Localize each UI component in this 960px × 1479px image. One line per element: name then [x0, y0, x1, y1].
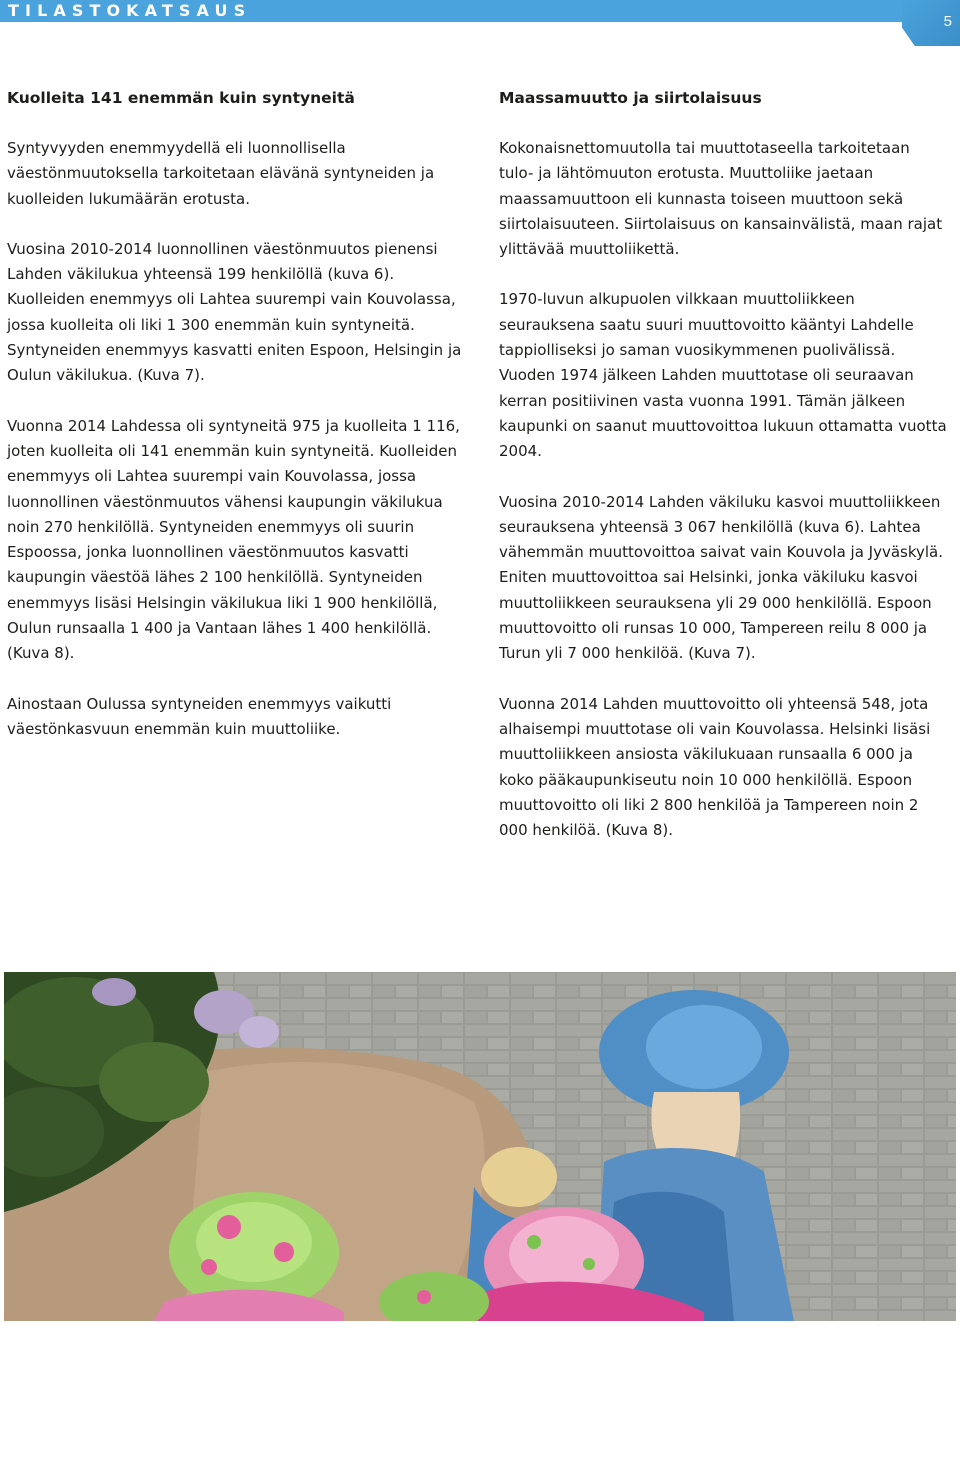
paragraph: Vuosina 2010-2014 Lahden väkiluku kasvoi muuttoliikkeen seurauksena yhteensä 3 067 henkilöllä (kuva 6). Lahtea vähemmän muuttovoittoa saivat vain Kouvola ja Jyväskylä. Eniten muuttovoittoa sai Helsinki, jonka väkiluku kasvoi muuttoliikkeen seurauksena yli 29 000 henkilöllä. Espoon muuttovoitto oli runsas 10 000, Tampereen reilu 8 000 ja Turun yli 7 000 henkilöä. (Kuva 7).	[499, 492, 944, 663]
paragraph: Ainostaan Oulussa syntyneiden enemmyys vaikutti väestönkasvuun enemmän kuin muuttoliike.	[7, 694, 392, 738]
paragraph: Vuonna 2014 Lahden muuttovoitto oli yhteensä 548, jota alhaisempi muuttotase oli vain Kouvolassa. Helsinki lisäsi muuttoliikkeen ansiosta väkilukuaan runsaalla 6 000 ja koko pääkaupunkiseutu noin 10 000 henkilöllä. Espoon muuttovoitto oli liki 2 800 henkilöä ja Tampereen noin 2 000 henkilöä. (Kuva 8).	[499, 694, 931, 840]
paragraph: Vuosina 2010-2014 luonnollinen väestönmuutos pienensi Lahden väkilukua yhteensä 199 henkilöllä (kuva 6). Kuolleiden enemmyys oli Lahtea suurempi vain Kouvolassa, jossa kuolleita oli liki 1 300 enemmän kuin syntyneitä. Syntyneiden enemmyys kasvatti eniten Espoon, Helsingin ja Oulun väkilukua. (Kuva 7).	[7, 239, 462, 385]
paragraph: Vuonna 2014 Lahdessa oli syntyneitä 975 ja kuolleita 1 116, joten kuolleita oli 141 enemmän kuin syntyneitä. Kuolleiden enemmyys oli Lahtea suurempi vain Kouvolassa, jossa luonnollinen väestönmuutos vähensi kaupungin väkilukua noin 270 henkilöllä. Syntyneiden enemmyys oli suurin Espoossa, jonka luonnollinen väestönmuutos kasvatti kaupungin väestöä lähes 2 100 henkilöllä. Syntyneiden enemmyys lisäsi Helsingin väkilukua liki 1 900 henkilöllä, Oulun runsaalla 1 400 ja Vantaan lähes 1 400 henkilöllä. (Kuva 8).	[7, 416, 460, 663]
page-number: 5	[943, 13, 952, 30]
children-photo	[4, 972, 956, 1321]
section-heading-migration: Maassamuutto ja siirtolaisuus	[499, 89, 762, 107]
publication-title: TILASTOKATSAUS	[8, 1, 252, 20]
paragraph: Kokonaisnettomuutolla tai muuttotaseella tarkoitetaan tulo- ja lähtömuuton erotusta. Muuttoliike jaetaan maassamuuttoon eli kunnasta toiseen muuttoon sekä siirtolaisuuteen. Siirtolaisuus on kansainvälistä, maan rajat ylittävää muuttoliikettä.	[499, 139, 943, 259]
paragraph: Syntyvyyden enemmyydellä eli luonnollisella väestönmuutoksella tarkoitetaan elävänä syntyneiden ja kuolleiden lukumäärän erotusta.	[7, 139, 435, 208]
section-heading-births-deaths: Kuolleita 141 enemmän kuin syntyneitä	[7, 89, 355, 107]
children-photo-illustration	[4, 972, 956, 1321]
left-column	[7, 80, 469, 767]
header-bar	[0, 0, 960, 22]
right-column	[499, 80, 947, 868]
paragraph: 1970-luvun alkupuolen vilkkaan muuttoliikkeen seurauksena saatu suuri muuttovoitto kääntyi Lahdelle tappiolliseksi jo saman vuosikymmenen puolivälissä. Vuoden 1974 jälkeen Lahden muuttotase oli seuraavan kerran positiivinen vasta vuonna 1991. Tämän jälkeen kaupunki on saanut muuttovoittoa lukuun ottamatta vuotta 2004.	[499, 290, 947, 461]
